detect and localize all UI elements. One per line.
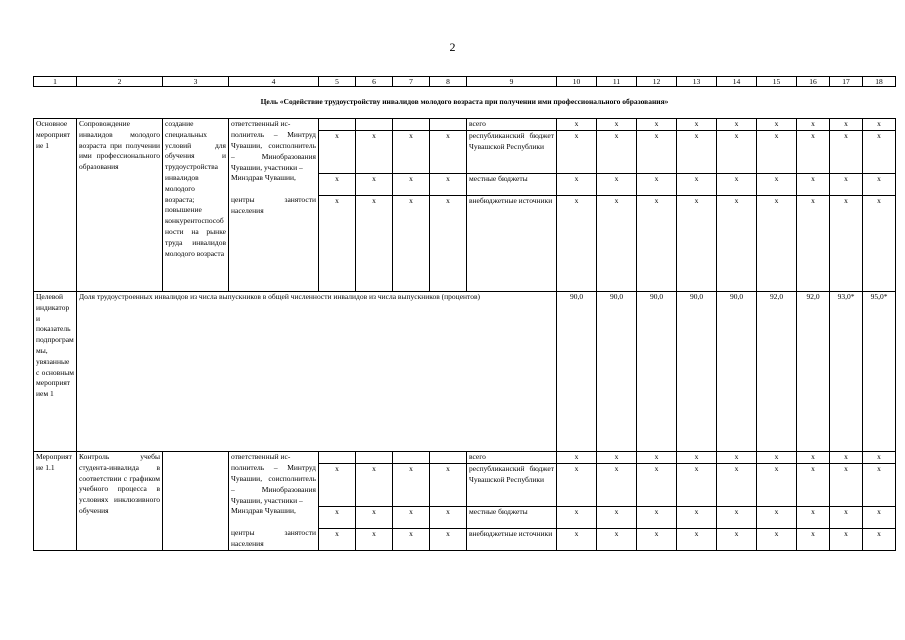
funding-source: республиканский бюджет Чувашской Республики [467,463,557,506]
cell: x [393,506,430,528]
funding-source: местные бюджеты [467,173,557,195]
activity-name: Основное мероприятие 1 [34,119,77,292]
cell: x [830,463,863,506]
header-cell: 5 [319,77,356,87]
cell: x [637,130,677,173]
cell: x [830,130,863,173]
cell: x [319,173,356,195]
executors-text: центры занятости населения [229,528,319,550]
cell [356,119,393,131]
cell: x [637,463,677,506]
header-cell: 17 [830,77,863,87]
activity-goal: создание специальных условий для обучения и трудоустройства инвалидов молодого возраста; повышение конкурентоспособности на рынке труда инвалидов молодого возраста [163,119,229,292]
cell: x [757,451,797,463]
header-cell: 10 [557,77,597,87]
header-cell: 14 [717,77,757,87]
cell: x [557,195,597,291]
cell: x [757,173,797,195]
executors-text: Минздрав Чувашии, [229,173,319,195]
cell: x [637,506,677,528]
header-cell: 1 [34,77,77,87]
cell: x [717,506,757,528]
cell: x [717,195,757,291]
header-cell: 8 [430,77,467,87]
cell: x [863,451,896,463]
indicator-row [34,291,896,451]
cell: x [557,528,597,550]
header-cell: 7 [393,77,430,87]
cell: x [863,119,896,131]
cell: x [430,173,467,195]
cell: x [393,173,430,195]
cell [393,119,430,131]
cell: x [557,451,597,463]
indicator-description: Доля трудоустроенных инвалидов из числа выпускников в общей численности инвалидов из числа выпускников (процентов) [77,291,557,451]
cell: x [597,463,637,506]
funding-source: местные бюджеты [467,506,557,528]
cell: x [757,130,797,173]
table-row [34,451,896,463]
cell: x [757,506,797,528]
cell: x [797,119,830,131]
executors-text: полнитель – Минтруд Чувашии, соисполнитель – Минобразования Чувашии, участники – [229,130,319,173]
executors-text: Минздрав Чувашии, [229,506,319,528]
cell: x [863,506,896,528]
cell: x [757,119,797,131]
cell [319,119,356,131]
cell: x [797,506,830,528]
cell: x [717,463,757,506]
activity-goal [163,451,229,550]
cell: x [430,130,467,173]
indicator-value: 95,0* [863,291,896,451]
cell: x [356,173,393,195]
cell: x [863,130,896,173]
executors-text: ответственный ис- [229,451,319,463]
cell: x [597,173,637,195]
indicator-value: 92,0 [757,291,797,451]
cell: x [597,119,637,131]
funding-source: республиканский бюджет Чувашской Республики [467,130,557,173]
header-cell: 18 [863,77,896,87]
cell: x [830,528,863,550]
indicator-value: 92,0 [797,291,830,451]
cell: x [863,463,896,506]
cell: x [863,195,896,291]
cell: x [356,130,393,173]
funding-source: внебюджетные источники [467,528,557,550]
cell: x [677,451,717,463]
cell: x [863,528,896,550]
indicator-value: 90,0 [557,291,597,451]
cell [393,451,430,463]
header-cell: 9 [467,77,557,87]
executors-text: центры занятости населения [229,195,319,291]
indicator-value: 90,0 [717,291,757,451]
cell: x [797,130,830,173]
goal-title: Цель «Содействие трудоустройству инвалидов молодого возраста при получении ими профессионального образования» [34,87,896,119]
header-cell: 6 [356,77,393,87]
funding-source: внебюджетные источники [467,195,557,291]
cell: x [597,506,637,528]
goal-row [34,87,896,119]
cell: x [430,506,467,528]
cell: x [677,130,717,173]
column-number-row [34,77,896,87]
cell: x [717,130,757,173]
cell: x [830,451,863,463]
cell: x [677,463,717,506]
cell: x [863,173,896,195]
cell: x [677,173,717,195]
cell: x [319,130,356,173]
activity-description: Контроль учебы студента-инвалида в соответствии с графиком учебного процесса в условиях инклюзивного обучения [77,451,163,550]
cell: x [797,528,830,550]
program-table [33,76,896,551]
cell: x [637,528,677,550]
indicator-value: 90,0 [677,291,717,451]
cell: x [797,451,830,463]
header-cell: 13 [677,77,717,87]
cell: x [830,119,863,131]
cell: x [717,528,757,550]
cell: x [757,528,797,550]
header-cell: 2 [77,77,163,87]
funding-source: всего [467,119,557,131]
header-cell: 4 [229,77,319,87]
cell: x [356,506,393,528]
cell: x [717,451,757,463]
header-cell: 11 [597,77,637,87]
cell: x [830,195,863,291]
cell: x [393,463,430,506]
cell: x [717,119,757,131]
cell: x [797,173,830,195]
cell: x [597,451,637,463]
cell: x [677,119,717,131]
executors-text: ответственный ис- [229,119,319,131]
cell: x [393,528,430,550]
cell: x [393,130,430,173]
indicator-name: Целевой индикатор и показатель подпрограммы, увязанные с основным мероприятием 1 [34,291,77,451]
cell: x [637,451,677,463]
cell: x [319,506,356,528]
cell: x [430,528,467,550]
cell: x [597,130,637,173]
cell: x [356,463,393,506]
cell: x [757,463,797,506]
activity-name: Мероприятие 1.1 [34,451,77,550]
cell: x [717,173,757,195]
cell: x [830,173,863,195]
cell [356,451,393,463]
cell: x [430,463,467,506]
cell: x [557,463,597,506]
table-row [34,119,896,131]
header-cell: 15 [757,77,797,87]
cell: x [830,506,863,528]
cell: x [430,195,467,291]
cell: x [319,463,356,506]
cell: x [557,130,597,173]
cell: x [319,195,356,291]
cell: x [319,528,356,550]
cell: x [677,528,717,550]
cell: x [797,195,830,291]
cell: x [597,528,637,550]
indicator-value: 93,0* [830,291,863,451]
indicator-value: 90,0 [637,291,677,451]
page-number: 2 [449,40,456,54]
cell: x [356,195,393,291]
cell: x [597,195,637,291]
cell [430,119,467,131]
funding-source: всего [467,451,557,463]
header-cell: 16 [797,77,830,87]
activity-description: Сопровождение инвалидов молодого возраста при получении ими профессионального образования [77,119,163,292]
header-cell: 12 [637,77,677,87]
cell: x [677,195,717,291]
cell: x [557,173,597,195]
indicator-value: 90,0 [597,291,637,451]
cell [319,451,356,463]
cell: x [637,119,677,131]
cell: x [797,463,830,506]
cell: x [557,506,597,528]
cell: x [393,195,430,291]
cell: x [356,528,393,550]
cell: x [637,195,677,291]
cell: x [677,506,717,528]
cell: x [557,119,597,131]
header-cell: 3 [163,77,229,87]
cell: x [757,195,797,291]
cell [430,451,467,463]
executors-text: полнитель – Минтруд Чувашии, соисполнитель – Минобразования Чувашии, участники – [229,463,319,506]
cell: x [637,173,677,195]
